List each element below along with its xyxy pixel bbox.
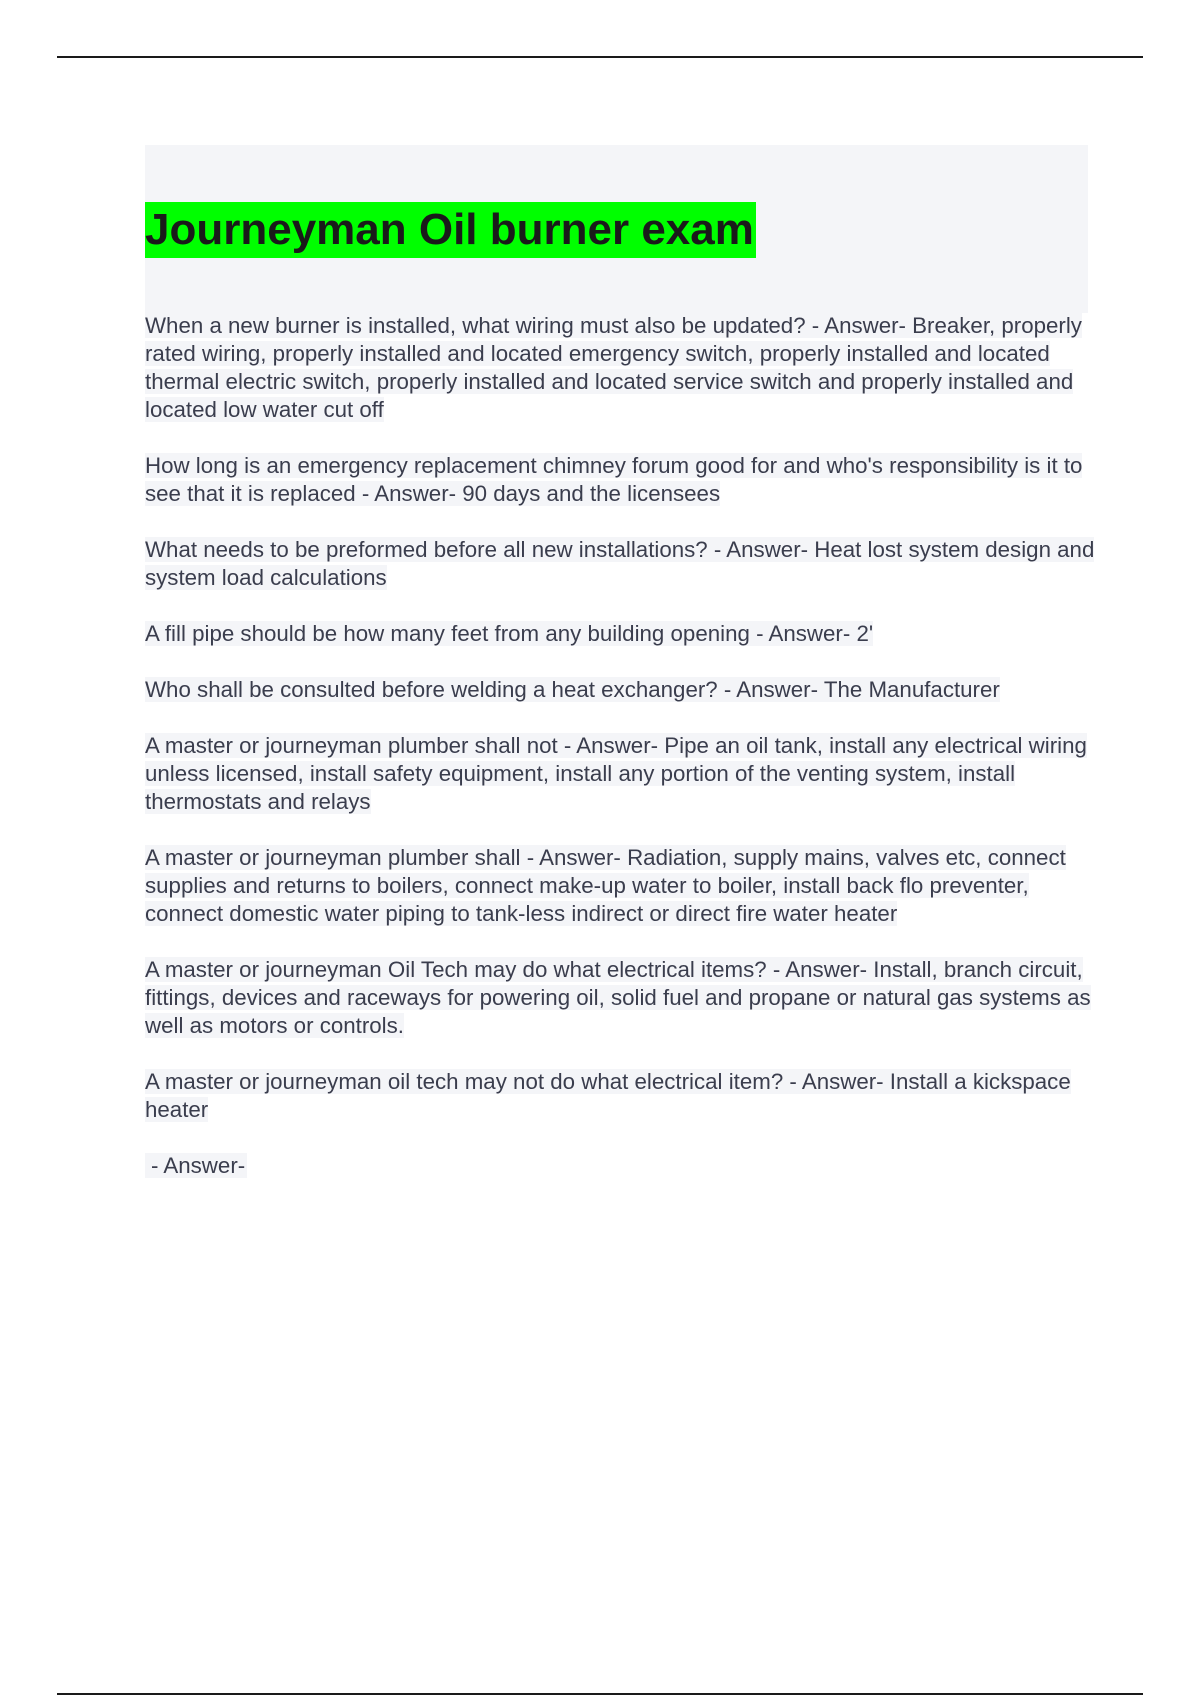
- qa-item: [145, 956, 1095, 1040]
- qa-empty-answer: - Answer-: [145, 1153, 247, 1178]
- qa-answer: Radiation, supply mains, valves etc, connect supplies and returns to boilers, connect make-up water to boiler, install back flo preventer, connect domestic water piping to tank-less indirect or direct fire water heater: [145, 845, 1066, 926]
- qa-question: A master or journeyman plumber shall not: [145, 733, 558, 758]
- qa-separator: - Answer-: [717, 677, 824, 702]
- qa-question: A master or journeyman Oil Tech may do what electrical items?: [145, 957, 767, 982]
- qa-item: [145, 1068, 1095, 1124]
- qa-item-empty: [145, 1152, 1095, 1180]
- qa-item: [145, 676, 1095, 704]
- top-rule: [57, 56, 1143, 58]
- qa-question: A master or journeyman plumber shall: [145, 845, 521, 870]
- qa-separator: - Answer-: [520, 845, 628, 870]
- qa-item: [145, 732, 1095, 816]
- qa-item: [145, 844, 1095, 928]
- qa-question: A fill pipe should be how many feet from any building opening: [145, 621, 750, 646]
- qa-separator: - Answer-: [557, 733, 665, 758]
- qa-question: A master or journeyman oil tech may not do what electrical item?: [145, 1069, 784, 1094]
- qa-separator: - Answer-: [766, 957, 874, 982]
- qa-item: [145, 312, 1095, 424]
- qa-separator: - Answer-: [805, 313, 913, 338]
- qa-answer: 2': [856, 621, 874, 646]
- qa-separator: - Answer-: [355, 481, 463, 506]
- bottom-rule: [57, 1693, 1143, 1695]
- qa-question: When a new burner is installed, what wiring must also be updated?: [145, 313, 806, 338]
- document-title: Journeyman Oil burner exam: [145, 202, 756, 258]
- qa-item: [145, 452, 1095, 508]
- qa-answer: Heat lost system design and system load calculations: [145, 537, 1095, 590]
- qa-list: [145, 312, 1095, 1208]
- qa-separator: - Answer-: [749, 621, 857, 646]
- qa-question: Who shall be consulted before welding a heat exchanger?: [145, 677, 718, 702]
- qa-question: How long is an emergency replacement chimney forum good for and who's responsibility is it to see that it is replaced: [145, 453, 1083, 506]
- qa-answer: 90 days and the licensees: [462, 481, 721, 506]
- qa-item: [145, 620, 1095, 648]
- qa-answer: The Manufacturer: [823, 677, 1000, 702]
- qa-question: What needs to be preformed before all new installations?: [145, 537, 708, 562]
- qa-answer: Install a kickspace heater: [145, 1069, 1071, 1122]
- qa-answer: Pipe an oil tank, install any electrical wiring unless licensed, install safety equipment, install any portion of the venting system, install thermostats and relays: [145, 733, 1087, 814]
- qa-answer: Breaker, properly rated wiring, properly installed and located emergency switch, properly installed and located thermal electric switch, properly installed and located service switch and properly installed and located low water cut off: [145, 313, 1082, 422]
- qa-answer: Install, branch circuit, fittings, devices and raceways for powering oil, solid fuel and propane or natural gas systems as well as motors or controls.: [145, 957, 1091, 1038]
- qa-separator: - Answer-: [707, 537, 815, 562]
- qa-separator: - Answer-: [783, 1069, 890, 1094]
- qa-item: [145, 536, 1095, 592]
